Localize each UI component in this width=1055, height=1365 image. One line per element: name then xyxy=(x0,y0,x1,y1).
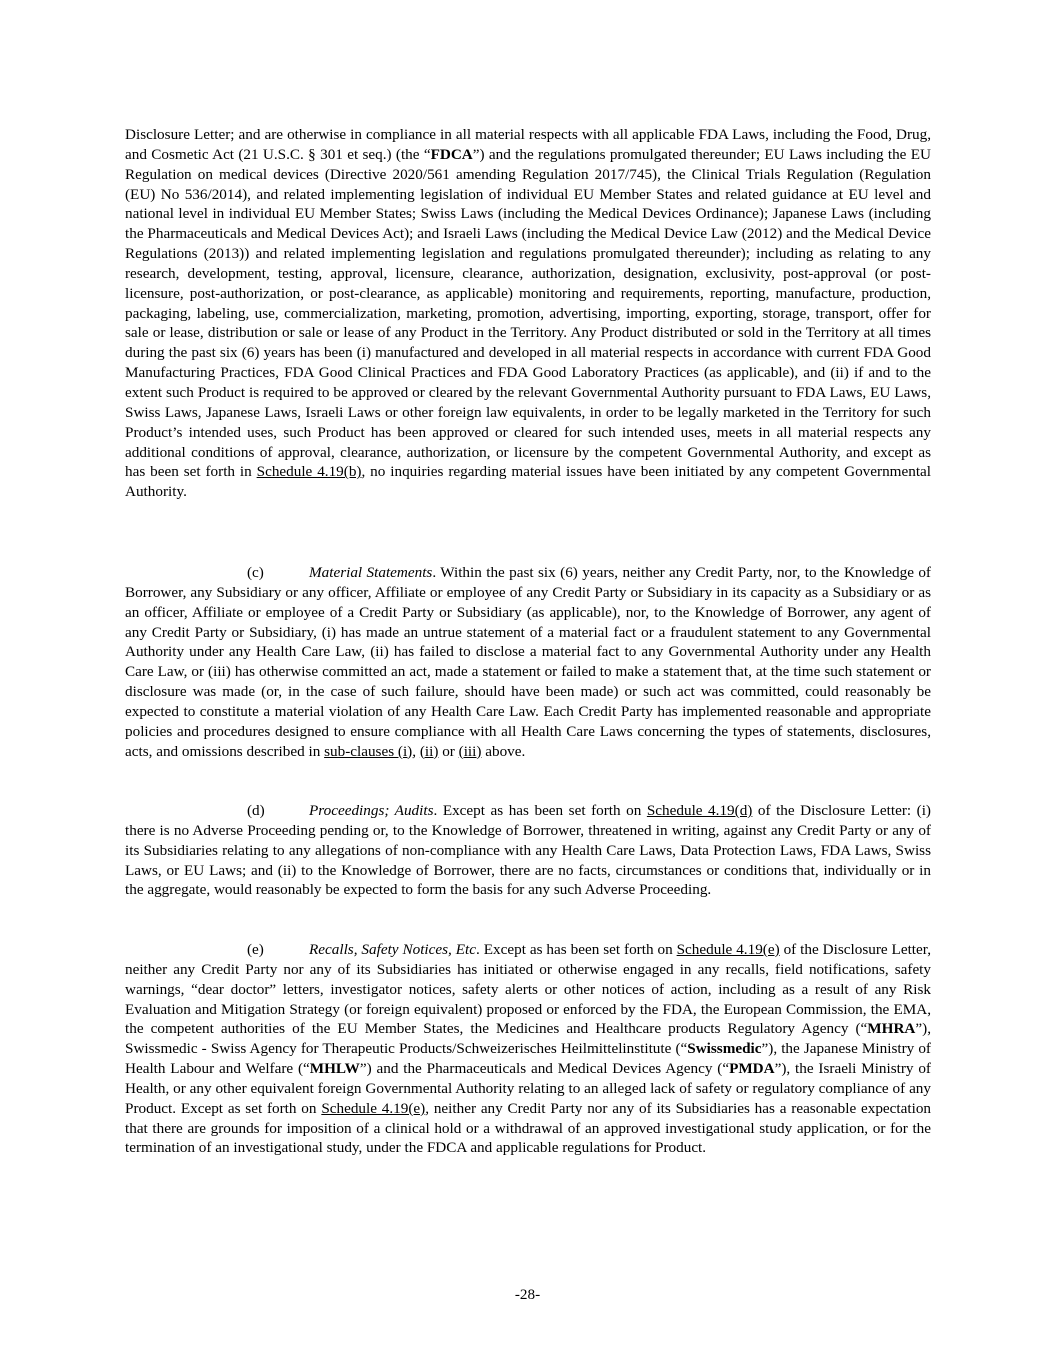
subclause-reference: (iii) xyxy=(458,742,482,760)
intro-paragraph xyxy=(125,125,931,502)
schedule-reference: Schedule 4.19(b) xyxy=(256,463,362,481)
section-text: . Within the past six (6) years, neither any Credit Party, nor, to the Knowledge of Borrower, any Subsidiary or any officer, Affiliate or employee of any Credit Party or Subsidiary in its capacity as a Subsidiary or as an officer, Affiliate or employee of a Credit Party or Subsidiary (as applicable), nor, to the Knowledge of Borrower, any agent of any Credit Party or Subsidiary, (i) has made an untrue statement of a material fact or a fraudulent statement to any Governmental Authority under any Health Care Law, (ii) has failed to disclose a material fact to any Governmental Authority under any Health Care Law, or (iii) has otherwise committed an act, made a statement or failed to make a statement that, at the time such statement or disclosure was made (or, in the case of such failure, should have been made) or such act was committed, could reasonably be expected to constitute a material violation of any Health Care Law. Each Credit Party has implemented reasonable and appropriate policies and procedures designed to ensure compliance with all Health Care Laws concerning the types of statements, disclosures, acts, and omissions described in xyxy=(125,564,931,760)
section-text: ”), the Japanese Ministry of Health Labour and Welfare (“ xyxy=(125,1040,931,1078)
section-heading: Material Statements xyxy=(309,564,433,581)
section-text: of the Disclosure Letter, neither any Credit Party nor any of its Subsidiaries has initiated or otherwise engaged in any recalls, field notifications, safety warnings, “dear doctor” letters, investigator notices, safety alerts or other notices of action, including as a result of any Risk Evaluation and Mitigation Strategy (or foreign equivalent) proposed or enforced by the FDA, the European Commission, the EMA, the competent authorities of the EU Member States, the Medicines and Healthcare products Regulatory Agency (“ xyxy=(125,941,932,1038)
section-text: . Except as has been set forth on xyxy=(476,941,677,958)
schedule-reference: Schedule 4.19(d) xyxy=(646,802,753,819)
page-number: -28- xyxy=(514,1286,541,1303)
section-number: (e) xyxy=(247,941,264,958)
intro-text: ”) and the regulations promulgated thereunder; EU Laws including the EU Regulation on medical devices (Directive 2020/561 amending Regulation 2017/745), the Clinical Trials Regulation (Regulation (EU) No 536/2014), and related implementing legislation of individual EU Member States and related guidance at EU level and national level in individual EU Member States; Swiss Laws (including the Medical Devices Ordinance); Japanese Laws (including the Pharmaceuticals and Medical Devices Act); and Israeli Laws (including the Medical Device Law (2012) and the Medical Device Regulations (2013)) and related implementing legislation and regulations promulgated thereunder); including as relating to any research, development, testing, approval, licensure, clearance, authorization, designation, exclusivity, post-approval (or post-licensure, post-authorization, or post-clearance, as applicable) monitoring and requirements, reporting, manufacture, production, packaging, labeling, use, commercialization, marketing, promotion, advertising, importing, exporting, storage, transport, offer for sale or lease, distribution or sale or lease of any Product in the Territory. Any Product distributed or sold in the Territory at all times during the past six (6) years has been (i) manufactured and developed in all material respects in accordance with current FDA Good Manufacturing Practices, FDA Good Clinical Practices and FDA Good Laboratory Practices (as applicable), and (ii) if and to the extent such Product is required to be approved or cleared by the relevant Governmental Authority pursuant to FDA Laws, EU Laws, Swiss Laws, Japanese Laws, Israeli Laws or other foreign law equivalents, in order to be legally marketed in the Territory for such Product’s intended uses, such Product has been approved or cleared for such intended uses, meets in all material respects any additional conditions of approval, clearance, authorization, or licensure by the competent Governmental Authority, and except as has been set forth in xyxy=(125,145,931,481)
intro-text: Disclosure Letter; and are otherwise in compliance in all material respects with all applicable FDA Laws, including the Food, Drug, and Cosmetic Act (21 U.S.C. § 301 et seq.) (the “ xyxy=(125,126,931,163)
section-c-paragraph: (c) Material Statements. Within the past six (6) years, neither any Credit Party, nor, to the Knowledge of Borrower, any Subsidiary or any officer, Affiliate or employee of any Credit Party or Subsidiary in its capacity as a Subsidiary or as an officer, Affiliate or employee of a Credit Party or Subsidiary (as applicable), nor, to the Knowledge of Borrower, any agent of any Credit Party or Subsidiary, (i) has made an untrue statement of a material fact or a fraudulent statement to any Governmental Authority under any Health Care Law, (ii) has failed to disclose a material fact to any Governmental Authority under any Health Care Law, or (iii) has otherwise committed an act, made a statement or failed to make a statement that, at the time such statement or disclosure was made (or, in the case of such failure, should have been made) or such act was committed, could reasonably be expected to constitute a material violation of any Health Care Law. Each Credit Party has implemented reasonable and appropriate policies and procedures designed to ensure compliance with all Health Care Laws concerning the types of statements, disclosures, acts, and omissions described in sub-clauses (i), (ii) or (iii) above. xyxy=(125,564,931,760)
section-text: . Except as has been set forth on xyxy=(433,802,647,819)
section-number: (d) xyxy=(247,802,265,819)
schedule-reference: Schedule 4.19(e) xyxy=(321,1099,426,1117)
section-heading: Proceedings; Audits xyxy=(309,802,434,819)
section-text: , neither any Credit Party nor any of its Subsidiaries has a reasonable expectation that there are grounds for imposition of a clinical hold or a withdrawal of an approved investigational study application, or for the termination of an investigational study, under the FDCA and applicable regulations for Product. xyxy=(125,1099,932,1157)
section-text: ”) and the Pharmaceuticals and Medical Devices Agency (“ xyxy=(359,1060,730,1078)
subclause-reference: (ii) xyxy=(419,742,439,760)
section-number: (c) xyxy=(247,564,264,581)
swissmedic-defined-term: Swissmedic xyxy=(687,1040,762,1058)
subclause-reference: sub-clauses (i) xyxy=(324,742,413,760)
mhra-defined-term: MHRA xyxy=(867,1020,916,1038)
section-e-paragraph xyxy=(125,940,931,1158)
fdca-defined-term: FDCA xyxy=(430,145,473,163)
section-text: of the Disclosure Letter: (i) there is no Adverse Proceeding pending or, to the Knowledge of Borrower, threatened in writing, against any Credit Party or any of its Subsidiaries relating to any allegations of non-compliance with any Health Care Laws, Data Protection Laws, FDA Laws, Swiss Laws, or EU Laws; and (ii) to the Knowledge of Borrower, there are no facts, circumstances or conditions that, individually or in the aggregate, would reasonably be expected to form the basis for any such Adverse Proceeding. xyxy=(125,802,931,899)
schedule-reference: Schedule 4.19(e) xyxy=(676,941,780,958)
section-heading: Recalls, Safety Notices, Etc xyxy=(309,941,477,958)
section-text: above. xyxy=(481,742,526,760)
pmda-defined-term: PMDA xyxy=(729,1060,775,1078)
mhlw-defined-term: MHLW xyxy=(309,1060,360,1078)
section-text: ”), the Israeli Ministry of Health, or any other equivalent foreign Governmental Authority relating to an alleged lack of safety or regulatory compliance of any Product. Except as set forth on xyxy=(125,1060,931,1117)
section-d-paragraph xyxy=(125,801,931,900)
intro-text: , no inquiries regarding material issues have been initiated by any competent Governmental Authority. xyxy=(125,463,931,501)
section-text: ”), Swissmedic - Swiss Agency for Therapeutic Products/Schweizerisches Heilmittelinstitute (“ xyxy=(125,1020,931,1058)
